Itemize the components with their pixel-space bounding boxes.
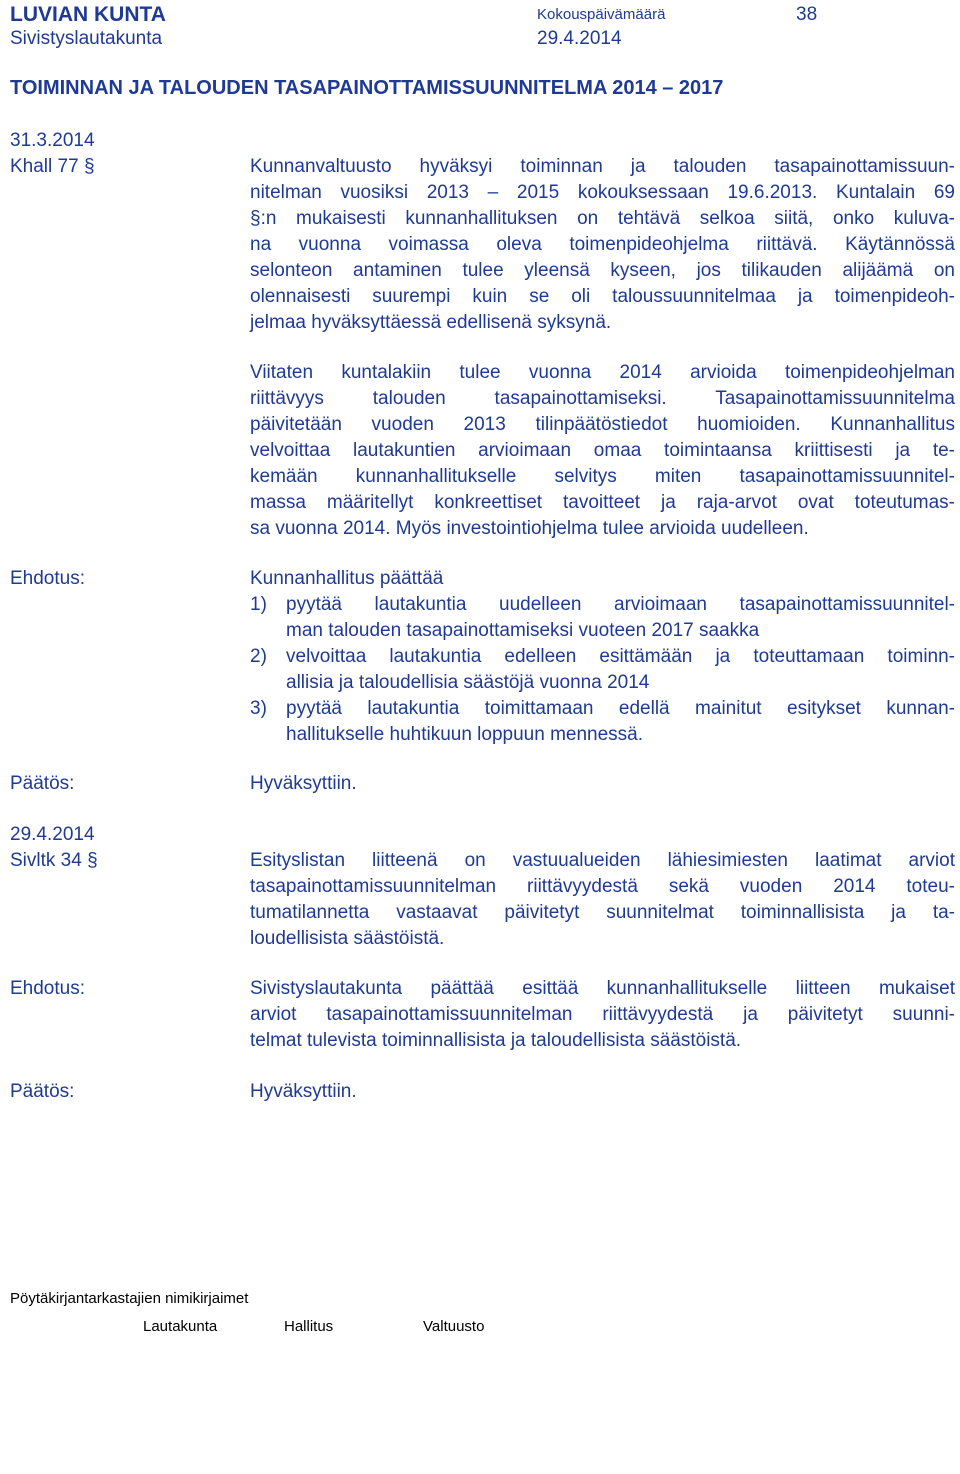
footer-col-government: Hallitus — [284, 1318, 334, 1335]
footer-col-council: Valtuusto — [423, 1318, 485, 1335]
section1-proposal-label: Ehdotus: — [10, 568, 85, 589]
section2-intro — [250, 848, 955, 952]
list-number: 2) — [250, 646, 267, 667]
text-line: loudellisista säästöistä. — [250, 928, 445, 949]
section2-proposal-label: Ehdotus: — [10, 978, 85, 999]
section2-ref: Sivltk 34 § — [10, 850, 98, 871]
section1-ref: Khall 77 § — [10, 156, 95, 177]
text-line: na vuonna voimassa oleva toimenpideohjelma riittävä. Käytännössä — [250, 234, 955, 255]
text-line: nitelman vuosiksi 2013 – 2015 kokouksessaan 19.6.2013. Kuntalain 69 — [250, 182, 955, 203]
text-line: Viitaten kuntalakiin tulee vuonna 2014 arvioida toimenpideohjelman — [250, 362, 955, 383]
text-line: selonteon antaminen tulee yleensä kyseen, jos tilikauden alijäämä on — [250, 260, 955, 281]
text-line: Sivistyslautakunta päättää esittää kunnanhallitukselle liitteen mukaiset — [250, 978, 955, 999]
section1-date: 31.3.2014 — [10, 130, 95, 151]
text-line: päivitetään vuoden 2013 tilinpäätöstiedot huomioiden. Kunnanhallitus — [250, 414, 955, 435]
section2-decision-label: Päätös: — [10, 1081, 75, 1102]
list-item — [250, 644, 955, 696]
section1-proposal-list — [250, 592, 955, 748]
list-number: 1) — [250, 594, 267, 615]
section1-proposal-intro: Kunnanhallitus päättää — [250, 568, 444, 589]
text-line: riittävyys talouden tasapainottamiseksi. Tasapainottamissuunnitelma — [250, 388, 955, 409]
section2-proposal — [250, 976, 955, 1054]
text-line: telmat tulevista toiminnallisista ja taloudellisista säästöistä. — [250, 1030, 742, 1051]
text-line: Esityslistan liitteenä on vastuualueiden lähiesimiesten laatimat arviot — [250, 850, 955, 871]
document-title: TOIMINNAN JA TALOUDEN TASAPAINOTTAMISSUUNNITELMA 2014 – 2017 — [10, 77, 724, 99]
text-line: jelmaa hyväksyttäessä edellisenä syksynä. — [250, 312, 612, 333]
section1-para2 — [250, 360, 955, 542]
page-number: 38 — [796, 4, 818, 25]
text-line: allisia ja taloudellisia säästöjä vuonna 2014 — [286, 672, 650, 693]
text-line: pyytää lautakuntia toimittamaan edellä mainitut esitykset kunnan- — [286, 698, 955, 719]
text-line: massa määritellyt konkreettiset tavoitteet ja raja-arvot ovat toteutumas- — [250, 492, 955, 513]
text-line: pyytää lautakuntia uudelleen arvioimaan tasapainottamissuunnitel- — [286, 594, 955, 615]
list-item — [250, 696, 955, 748]
meeting-date-label: Kokouspäivämäärä — [537, 6, 666, 23]
text-line: man talouden tasapainottamiseksi vuoteen 2017 saakka — [286, 620, 760, 641]
section1-decision-label: Päätös: — [10, 773, 75, 794]
text-line: hallitukselle huhtikuun loppuun mennessä. — [286, 724, 644, 745]
meeting-date: 29.4.2014 — [537, 28, 622, 49]
section2-date: 29.4.2014 — [10, 824, 95, 845]
text-line: §:n mukaisesti kunnanhallituksen on tehtävä selkoa siitä, onko kuluva- — [250, 208, 955, 229]
section1-intro — [250, 154, 955, 336]
text-line: arviot tasapainottamissuunnitelman riittävyydestä ja päivitetyt suunni- — [250, 1004, 955, 1025]
text-line: tasapainottamissuunnitelman riittävyydestä sekä vuoden 2014 toteu- — [250, 876, 955, 897]
org-name: LUVIAN KUNTA — [10, 3, 166, 26]
section2-decision: Hyväksyttiin. — [250, 1081, 357, 1102]
initials-label: Pöytäkirjantarkastajien nimikirjaimet — [10, 1290, 249, 1307]
list-number: 3) — [250, 698, 267, 719]
text-line: kemään kunnanhallitukselle selvitys miten tasapainottamissuunnitel- — [250, 466, 955, 487]
section1-decision: Hyväksyttiin. — [250, 773, 357, 794]
text-line: sa vuonna 2014. Myös investointiohjelma tulee arvioida uudelleen. — [250, 518, 809, 539]
list-item — [250, 592, 955, 644]
footer-col-board: Lautakunta — [143, 1318, 218, 1335]
board-name: Sivistyslautakunta — [10, 28, 163, 49]
text-line: velvoittaa lautakuntia edelleen esittämään ja toteuttamaan toiminn- — [286, 646, 955, 667]
text-line: olennaisesti suurempi kuin se oli taloussuunnitelmaa ja toimenpideoh- — [250, 286, 955, 307]
text-line: velvoittaa lautakuntien arvioimaan omaa toimintaansa kriittisesti ja te- — [250, 440, 955, 461]
text-line: Kunnanvaltuusto hyväksyi toiminnan ja talouden tasapainottamissuun- — [250, 156, 955, 177]
text-line: tumatilannetta vastaavat päivitetyt suunnitelmat toiminnallisista ja ta- — [250, 902, 955, 923]
